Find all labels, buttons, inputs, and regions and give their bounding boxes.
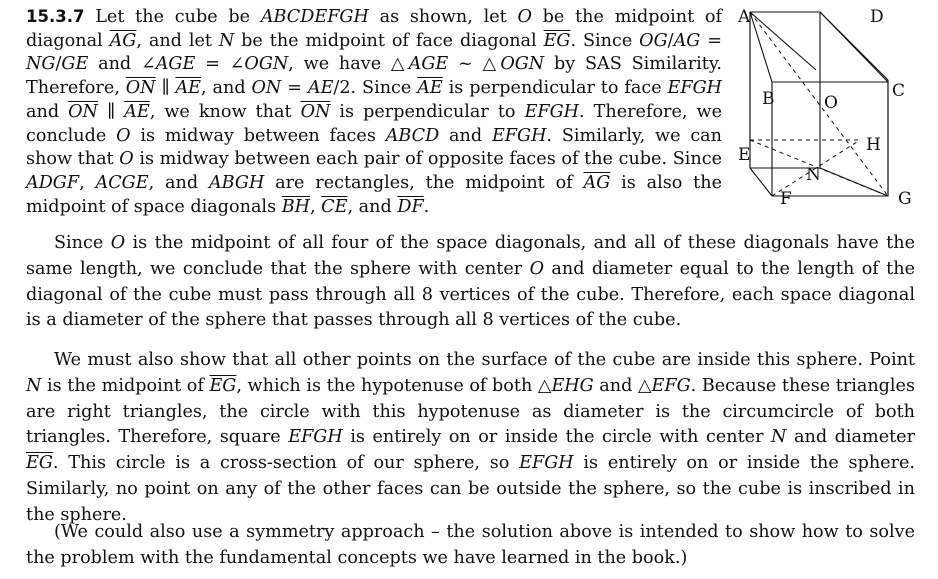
paragraph-symmetry-note (26, 520, 915, 572)
intro-text: Let the cube be ABCDEFGH as shown, let O be the midpoint of diagonal $\overline{AG}$, and let N be the midpoint of face diagonal $\overline{EG}$. Since OG/AG = NG/GE and ∠AGE = ∠OGN, we have △AGE ~ △OGN by SAS Similarity. Therefore, $\overline{ON}$ ∥ $\overline{AE}$, and ON = AE/2. Since $\overline{AE}$ is perpendicular to face EFGH and $\overline{ON}$ ∥ $\overline{AE}$, we know that $\overline{ON}$ is perpendicular to EFGH. Therefore, we conclude O is midway between faces ABCD and EFGH. Similarly, we can show that O is midway between each pair of opposite faces of the cube. Since ADGF, ACGE, and ABGH are rectangles, the midpoint of $\overline{AG}$ is also the midpoint of space diagonals $\overline{BH}$, $\overline{CE}$, and $\overline{DF}$. (26, 7, 723, 217)
paragraph-surface-inside (26, 348, 915, 529)
paragraph-1-text: Since O is the midpoint of all four of the space diagonals, and all of these diagonals have the same length, we conclude that the sphere with center O and diameter equal to the length of the diagonal of the cube must pass through all 8 vertices of the cube. Therefore, each space diagonal is a diameter of the sphere that passes through all 8 vertices of the cube. (26, 233, 915, 331)
paragraph-3-text: (We could also use a symmetry approach – the solution above is intended to show how to solve the problem with the fundamental concepts we have learned in the book.) (26, 522, 915, 568)
vertex-label-n: N (806, 165, 821, 185)
vertex-label-f: F (780, 189, 792, 209)
vertex-label-c: C (892, 81, 906, 101)
vertex-label-e: E (738, 145, 751, 165)
problem-number: 15.3.7 (26, 7, 85, 26)
paragraph-space-diagonals (26, 231, 915, 334)
vertex-label-o: O (824, 93, 838, 113)
cube-figure (732, 0, 938, 216)
vertex-label-g: G (898, 189, 912, 209)
vertex-label-h: H (866, 135, 881, 155)
intro-paragraph (26, 5, 722, 219)
paragraph-2-text: We must also show that all other points on the surface of the cube are inside this sphere. Point N is the midpoint of $\overline{EG}$, which is the hypotenuse of both △EHG and △EFG. Because these triangles are right triangles, the circle with this hypotenuse as diameter is the circumcircle of both triangles. Therefore, square EFGH is entirely on or inside the circle with center N and diameter $\overline{EG}$. This circle is a cross-section of our sphere, so EFGH is entirely on or inside the sphere. Similarly, no point on any of the other faces can be outside the sphere, so the cube is inscribed in the sphere. (26, 350, 916, 525)
vertex-label-d: D (870, 7, 884, 27)
vertex-label-a: A (738, 7, 751, 27)
vertex-label-b: B (762, 89, 775, 109)
